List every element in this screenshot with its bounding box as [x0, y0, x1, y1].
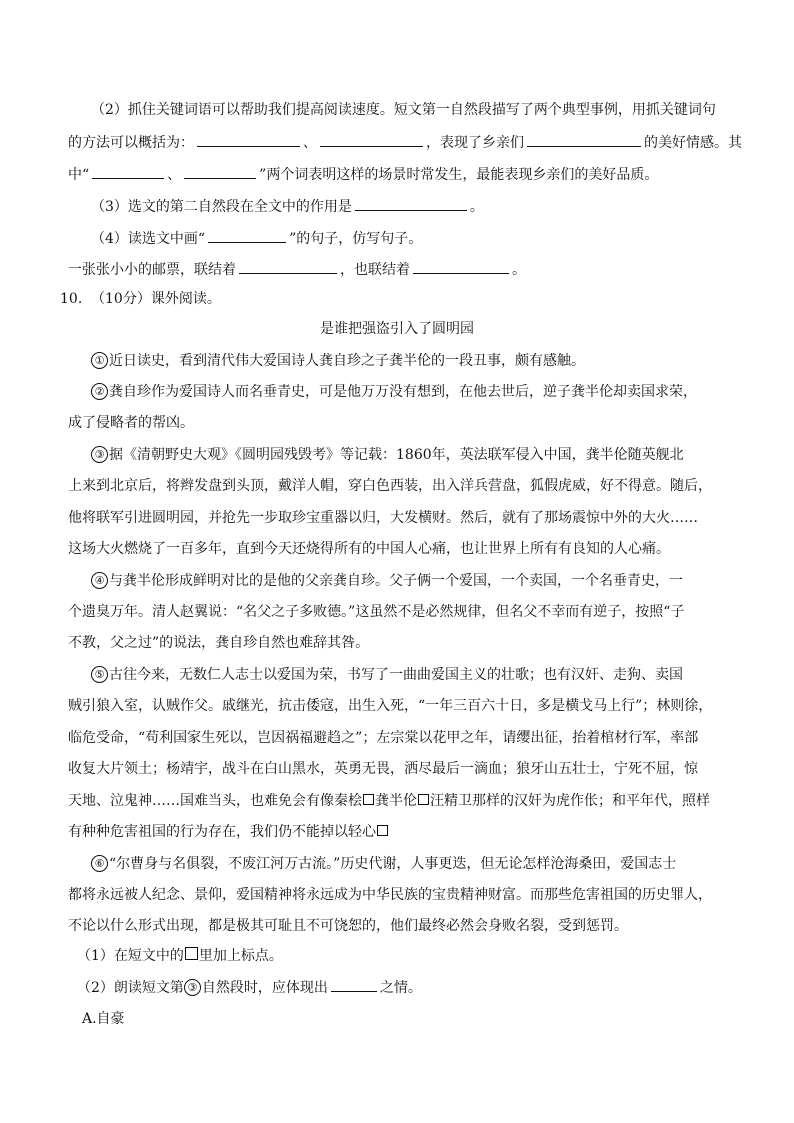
paragraph-marker-4: ④	[91, 572, 108, 589]
subquestion-2	[77, 976, 422, 999]
answer-blank-8[interactable]	[239, 258, 337, 274]
q2-text-b: 、	[303, 135, 317, 151]
q2-text-f: 、	[167, 167, 182, 183]
q3-end: 。	[469, 199, 484, 215]
paragraph-5-line-5	[68, 790, 710, 812]
answer-blank-7[interactable]	[208, 227, 286, 243]
paragraph-1	[91, 350, 585, 372]
punctuation-box-1[interactable]	[363, 794, 374, 805]
punctuation-box-3[interactable]	[377, 825, 388, 836]
q4-s2: ，也联结着	[340, 262, 410, 278]
question-10-heading: （10分）课外阅读。	[91, 291, 221, 307]
paragraph-5-line-6	[68, 821, 389, 843]
q2-line-1: （2）抓住关键词语可以帮助我们提高阅读速度。短文第一自然段描写了两个典型事例，用抓关键词句	[91, 102, 716, 118]
paragraph-5-text-a: 天地、泣鬼神……国难当头，也难免会有像秦桧	[68, 793, 362, 809]
paragraph-5-text-c: 汪精卫那样的汉奸为虎作伥；和平年代，照样	[430, 793, 710, 809]
paragraph-3-line-3: 他将联军引进圆明园，并抢先一步取珍宝重器以归，大发横财。然后，就有了那场震惊中外的大火……	[68, 510, 698, 526]
subquestion-2-text-c: 之情。	[379, 980, 422, 996]
q4-line	[91, 227, 422, 250]
article-title: 是谁把强盗引入了圆明园	[320, 321, 474, 337]
q2-line-2	[68, 131, 742, 154]
answer-blank-6[interactable]	[355, 195, 467, 211]
paragraph-4-text: 与龚半伦形成鲜明对比的是他的父亲龚自珍。父子俩一个爱国，一个卖国，一个名垂青史，一	[109, 573, 683, 589]
subquestion-1-text-b: 里加上标点。	[198, 948, 283, 964]
paragraph-3-line-4: 这场大火燃烧了一百多年，直到今天还烧得所有的中国人心痛，也让世界上所有有良知的人心痛。	[68, 541, 670, 557]
q2-text-a: 的方法可以概括为：	[68, 135, 194, 151]
question-10-number: 10.	[60, 291, 83, 307]
paragraph-marker-2: ②	[91, 383, 108, 400]
paragraph-marker-ref: ③	[184, 979, 201, 996]
paragraph-4-line-2: 个遗臭万年。清人赵翼说：“名父之子多败德。”这虽然不是必然规律，但名父不幸而有逆子，按照“子	[68, 604, 685, 620]
paragraph-2-text: 龚自珍作为爱国诗人而名垂青史，可是他万万没有想到，在他去世后，逆子龚半伦却卖国求荣，	[109, 384, 697, 400]
paragraph-6-line-3: 不论以什么形式出现，都是极其可耻且不可饶恕的，他们最终必然会身败名裂，受到惩罚。	[68, 918, 628, 934]
paragraph-4-line-3: 不教，父之过”的说法，龚自珍自然也难辞其咎。	[68, 635, 370, 651]
paragraph-1-text: 近日读史，看到清代伟大爱国诗人龚自珍之子龚半伦的一段丑事，颇有感触。	[109, 353, 585, 369]
q2-line-3	[68, 163, 658, 186]
answer-blank-4[interactable]	[92, 163, 164, 179]
answer-blank-3[interactable]	[527, 131, 641, 147]
paragraph-6-line-2: 都将永远被人纪念、景仰，爱国精神将永远成为中华民族的宝贵精神财富。而那些危害祖国的历史罪人，	[68, 887, 712, 903]
option-a[interactable]: A.自豪	[82, 1011, 125, 1027]
paragraph-marker-3: ③	[91, 446, 108, 463]
paragraph-6	[91, 853, 676, 875]
paragraph-5-line-2: 贼引狼入室，认贼作父。戚继光，抗击倭寇，出生入死，“一年三百六十日，多是横戈马上行”；林则徐，	[68, 698, 713, 714]
paragraph-marker-5: ⑤	[91, 666, 108, 683]
paragraph-3-text: 据《清朝野史大观》《圆明园残毁考》等记载：1860年，英法联军侵入中国，龚半伦随英舰北	[109, 447, 684, 463]
paragraph-6-text: “尔曹身与名俱裂，不废江河万古流。”历史代谢，人事更迭，但无论怎样沧海桑田，爱国志士	[109, 856, 677, 872]
paragraph-3	[91, 444, 684, 466]
paragraph-5-text-b: 龚半伦	[375, 793, 417, 809]
q4-s3: 。	[512, 262, 526, 278]
subquestion-1	[77, 945, 283, 967]
paragraph-marker-1: ①	[91, 352, 108, 369]
paragraph-2	[91, 381, 697, 403]
paragraph-marker-6: ⑥	[91, 855, 108, 872]
paragraph-5-line-4: 收复大片领土；杨靖宇，战斗在白山黑水，英勇无畏，洒尽最后一滴血；狼牙山五壮士，宁死不屈，惊	[68, 761, 698, 777]
q4-imitation-line	[68, 258, 526, 281]
paragraph-5-text: 古往今来，无数仁人志士以爱国为荣，书写了一曲曲爱国主义的壮歌；也有汉奸、走狗、卖国	[109, 667, 683, 683]
q2-text-d: 的美好情感。其	[644, 135, 742, 151]
q4-text-a: （4）读选文中画“	[91, 231, 206, 247]
paragraph-5-line-3: 临危受命，“苟利国家生死以，岂因祸福避趋之”；左宗棠以花甲之年，请缨出征，抬着棺材行军，率部	[68, 730, 699, 746]
q2-text-g: ”两个词表明这样的场景时常发生，最能表现乡亲们的美好品质。	[259, 167, 659, 183]
subquestion-1-text-a: （1）在短文中的	[77, 948, 184, 964]
q2-text-c: ，表现了乡亲们	[426, 135, 524, 151]
paragraph-4	[91, 570, 683, 592]
q2-text-e: 中“	[68, 167, 90, 183]
answer-blank-1[interactable]	[197, 131, 300, 147]
q4-s1: 一张张小小的邮票，联结着	[68, 262, 236, 278]
answer-blank-2[interactable]	[320, 131, 423, 147]
answer-blank-9[interactable]	[413, 258, 509, 274]
q3-text: （3）选文的第二自然段在全文中的作用是	[91, 199, 352, 215]
paragraph-5-text-d: 有种种危害祖国的行为存在，我们仍不能掉以轻心	[68, 824, 376, 840]
punctuation-box-2[interactable]	[418, 794, 429, 805]
paragraph-3-line-2: 上来到北京后，将辫发盘到头顶，戴洋人帽，穿白色西装，出入洋兵营盘，狐假虎威，好不得意。随后，	[68, 478, 712, 494]
subquestion-2-text-b: 自然段时，应体现出	[201, 980, 328, 996]
paragraph-5	[91, 664, 683, 686]
q4-text-b: ”的句子，仿写句子。	[289, 231, 423, 247]
square-box-symbol	[185, 947, 198, 960]
q3-line	[91, 195, 484, 218]
answer-blank-10[interactable]	[331, 976, 377, 992]
paragraph-2-cont: 成了侵略者的帮凶。	[68, 415, 194, 431]
subquestion-2-text-a: （2）朗读短文第	[77, 980, 184, 996]
answer-blank-5[interactable]	[184, 163, 256, 179]
